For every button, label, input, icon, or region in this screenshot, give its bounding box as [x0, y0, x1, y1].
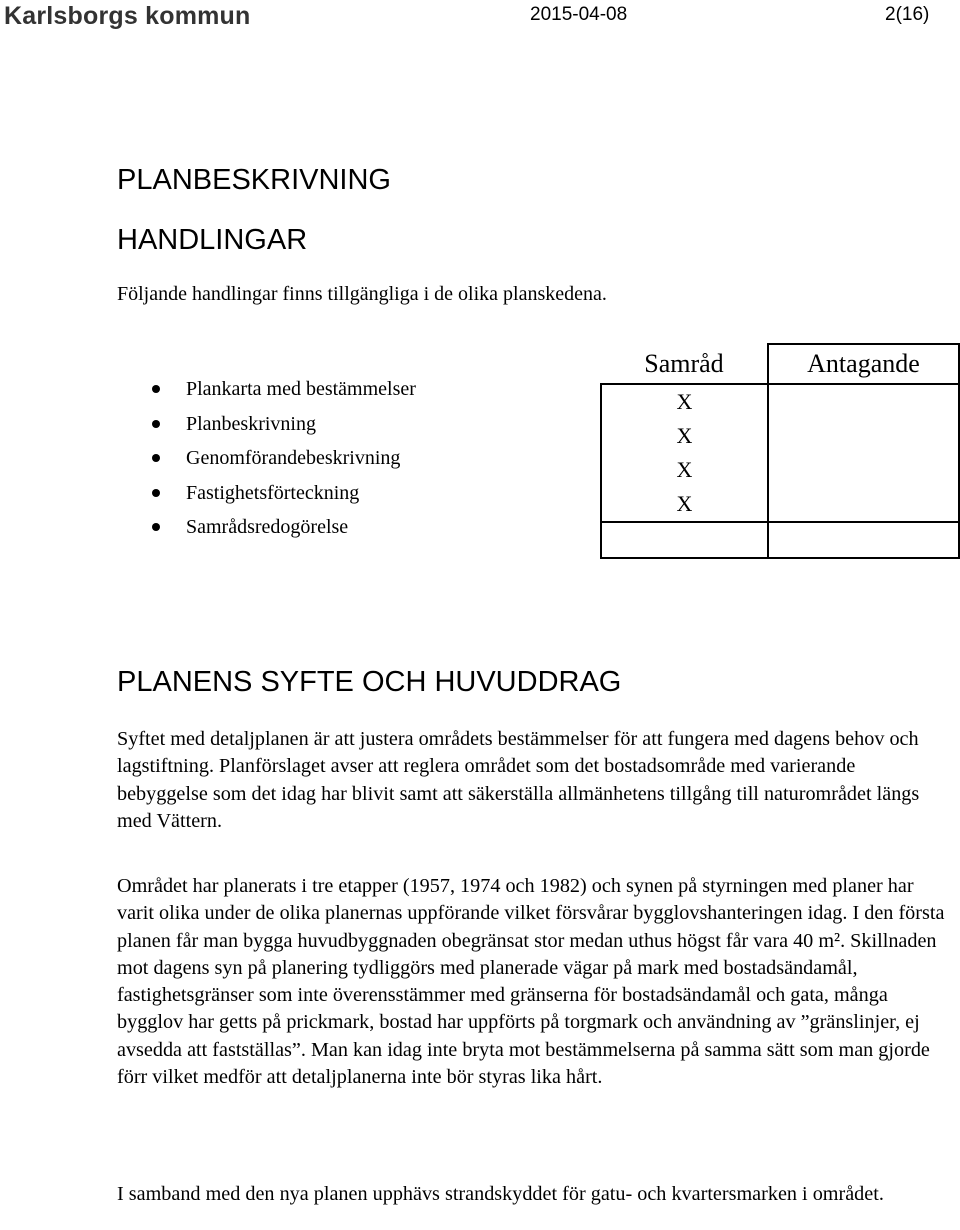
bullet-icon: [152, 420, 160, 428]
antagande-cell: [768, 453, 959, 487]
samrad-cell: X: [601, 419, 768, 453]
bullet-icon: [152, 385, 160, 393]
body-paragraph: Syftet med detaljplanen är att justera områdets bestämmelser för att fungera med dagens behov och lagstiftning. Planförslaget avser att reglera området som det bostadsområde med varierande bebyggelse som det idag har blivit samt att säkerställa allmänhetens tillgång till naturområdet längs med Vättern.: [117, 728, 920, 832]
samrad-cell: [601, 522, 768, 558]
section-intro: Följande handlingar finns tillgängliga i de olika planskedena.: [117, 283, 607, 305]
body-paragraph: I samband med den nya planen upphävs strandskyddet för gatu- och kvartersmarken i området.: [117, 1183, 884, 1205]
antagande-cell: [768, 522, 959, 558]
municipality-logo: Karlsborgs kommun: [4, 2, 251, 30]
document-name: Samrådsredogörelse: [186, 516, 349, 538]
table-row: [601, 453, 959, 487]
samrad-cell: X: [601, 487, 768, 522]
table-row: [601, 384, 959, 419]
samrad-cell: X: [601, 453, 768, 487]
antagande-cell: [768, 419, 959, 453]
antagande-cell: [768, 487, 959, 522]
list-item: [150, 376, 416, 411]
document-name: Genomförandebeskrivning: [186, 447, 401, 469]
antagande-cell: [768, 384, 959, 419]
table-header-row: [601, 344, 959, 384]
document-name: Fastighetsförteckning: [186, 481, 360, 504]
list-item: [150, 411, 416, 446]
section-heading-handlingar: HANDLINGAR: [117, 224, 308, 256]
bullet-icon: [152, 454, 160, 462]
list-item: [150, 480, 416, 515]
body-paragraph: Området har planerats i tre etapper (1957, 1974 och 1982) och synen på styrningen med planer har varit olika under de olika planernas uppförande vilket försvårar bygglovshanteringen idag. I den första planen får man bygga huvudbyggnaden obegränsat stor medan uthus högst får vara 40 m². Skillnaden mot dagens syn på planering tydliggörs med planerade vägar på mark med bostadsändamål, fastighetsgränser som inte överensstämmer med gränserna för bostadsändamål och gata, många bygglov har getts på prickmark, bostad har uppförts på torgmark och användning av ”gränslinjer, ej avsedda att fastställas”. Man kan idag inte bryta mot bestämmelserna på samma sätt som man gjorde förr vilket medför att detaljplanerna inte bör styras lika hårt.: [117, 875, 945, 1089]
column-header-antagande: Antagande: [768, 344, 959, 384]
page-title: PLANBESKRIVNING: [117, 164, 391, 196]
bullet-icon: [152, 489, 160, 497]
document-list: [150, 376, 416, 549]
document-date: 2015-04-08: [530, 4, 628, 25]
table-row: [601, 419, 959, 453]
samrad-cell: X: [601, 384, 768, 419]
table-row: [601, 522, 959, 558]
bullet-icon: [152, 523, 160, 531]
column-header-samrad: Samråd: [644, 348, 724, 378]
list-item: [150, 445, 416, 480]
page-number: 2(16): [885, 4, 930, 25]
list-item: [150, 514, 416, 549]
plan-stage-table: [600, 343, 960, 559]
document-name: Planbeskrivning: [186, 412, 316, 435]
section-heading-syfte: PLANENS SYFTE OCH HUVUDDRAG: [117, 666, 622, 698]
document-name: Plankarta med bestämmelser: [186, 378, 416, 400]
table-row: [601, 487, 959, 522]
